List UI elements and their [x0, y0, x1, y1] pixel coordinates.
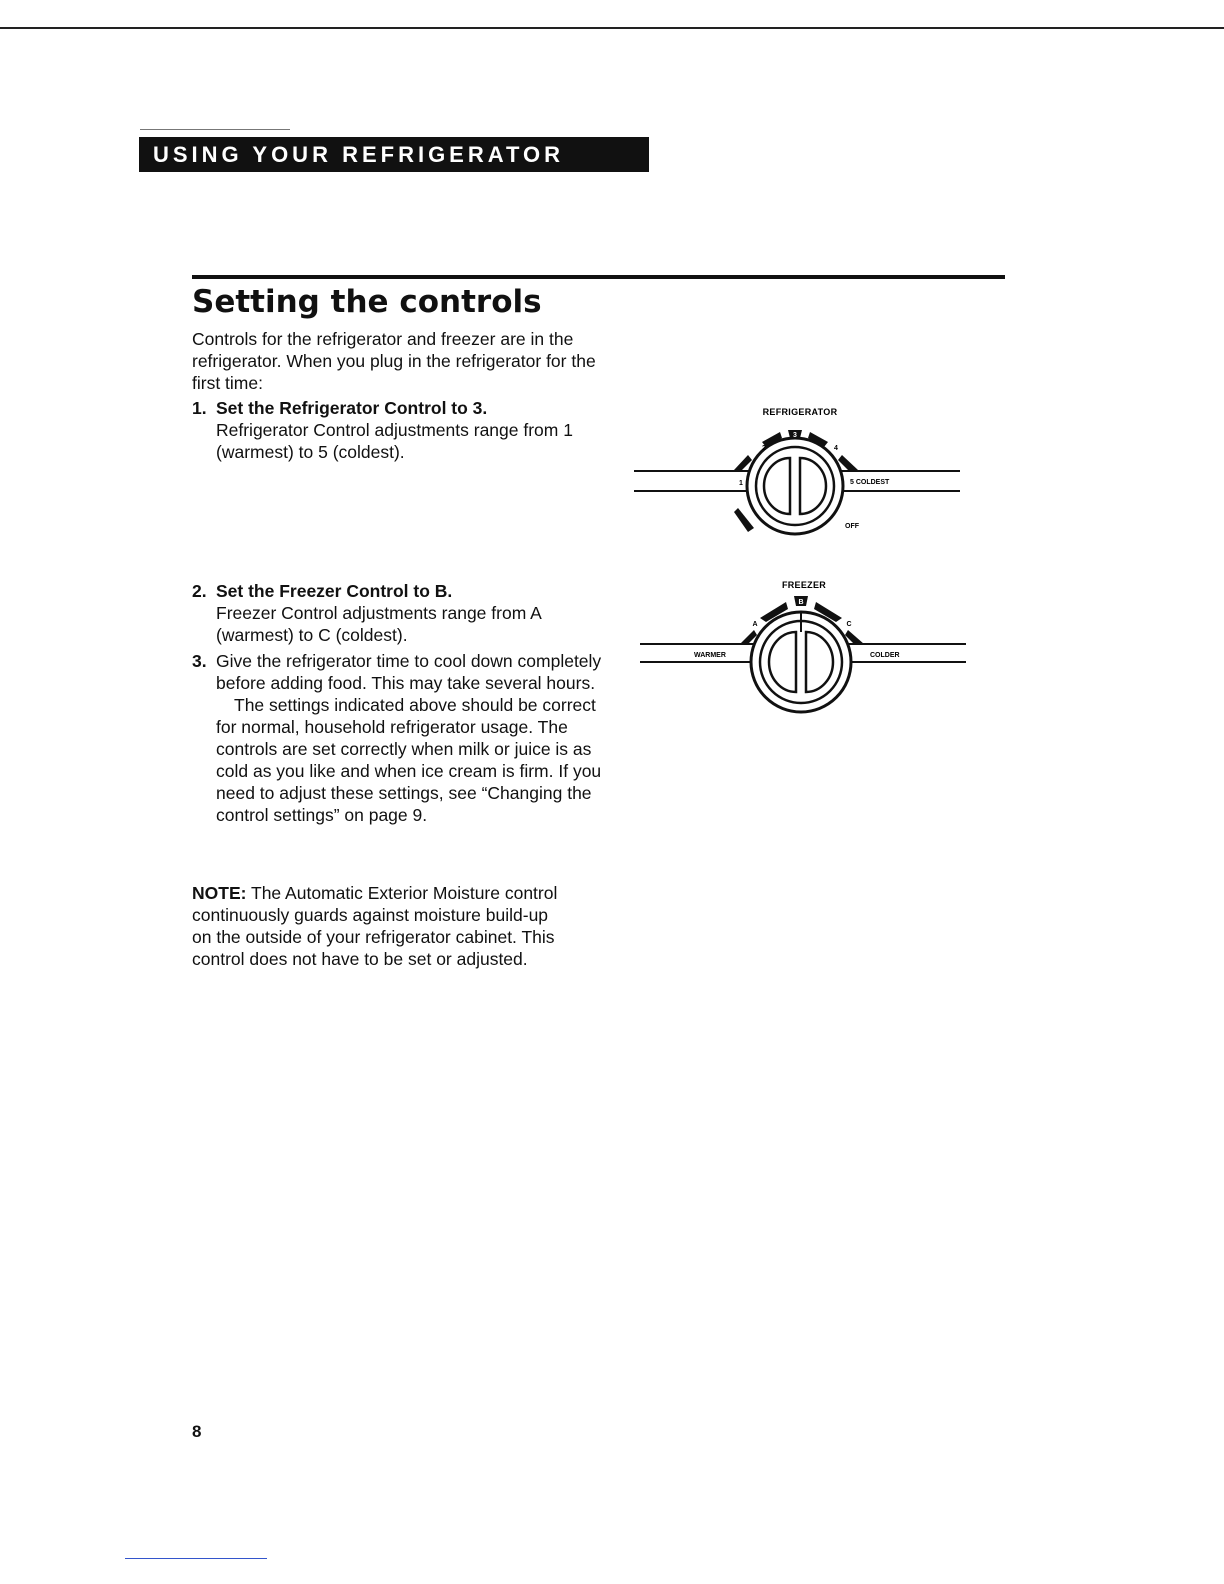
- dial-mark-1: 1: [739, 480, 743, 487]
- intro-paragraph: Controls for the refrigerator and freezer are in the refrigerator. When you plug in the refrigerator for the first time:: [192, 329, 596, 393]
- page-number: 8: [192, 1422, 202, 1441]
- section-banner: USING YOUR REFRIGERATOR: [139, 137, 649, 172]
- note-text: The Automatic Exterior Moisture control continuously guards against moisture build-up on the outside of your refrigerator cabinet. This control does not have to be set or adjusted.: [192, 883, 558, 969]
- step-number: 3.: [192, 651, 207, 671]
- banner-tick-rule: [140, 129, 290, 130]
- section-title: Setting the controls: [192, 284, 542, 320]
- step-detail: [192, 694, 612, 826]
- dial-label-warmer: WARMER: [694, 652, 726, 659]
- dial-mark-3: 3: [793, 432, 797, 439]
- note-paragraph: [192, 882, 572, 970]
- dial-mark-b: B: [798, 599, 804, 606]
- step-number: 1.: [192, 398, 207, 418]
- bottom-link-rule: [125, 1558, 267, 1559]
- dial-mark-4: 4: [834, 445, 838, 452]
- top-rule: [0, 27, 1224, 29]
- dial-arrow-bottom: [734, 508, 754, 532]
- dial-label-coldest: 5 COLDEST: [850, 479, 890, 486]
- note-label: NOTE:: [192, 883, 247, 903]
- dial-label-off: OFF: [845, 523, 859, 530]
- freezer-dial-title: FREEZER: [781, 580, 827, 590]
- dial-mark-2: 2: [762, 445, 766, 452]
- dial-mark-c: C: [846, 621, 852, 628]
- section-rule: [192, 275, 1005, 279]
- step-heading: Give the refrigerator time to cool down completely before adding food. This may take several hours.: [216, 651, 602, 693]
- step-2: [192, 580, 612, 646]
- dial-label-colder: COLDER: [870, 652, 900, 659]
- step-detail-text: The settings indicated above should be correct for normal, household refrigerator usage. The controls are set correctly when milk or juice is as cold as you like and when ice cream is firm. If you need to adjust these settings, see “Changing the control settings” on page 9.: [216, 695, 602, 825]
- step-heading: Set the Refrigerator Control to 3.: [216, 398, 488, 418]
- step-3: [192, 650, 612, 826]
- dial-mark-a: A: [752, 621, 758, 628]
- freezer-dial-diagram: [636, 574, 976, 724]
- step-number: 2.: [192, 581, 207, 601]
- step-heading: Set the Freezer Control to B.: [216, 581, 453, 601]
- step-detail: Freezer Control adjustments range from A (warmest) to C (coldest).: [216, 603, 541, 645]
- refrigerator-dial-diagram: [630, 400, 970, 550]
- step-detail: Refrigerator Control adjustments range from 1 (warmest) to 5 (coldest).: [216, 420, 573, 462]
- step-1: [192, 397, 612, 463]
- refrigerator-dial-title: REFRIGERATOR: [762, 407, 838, 417]
